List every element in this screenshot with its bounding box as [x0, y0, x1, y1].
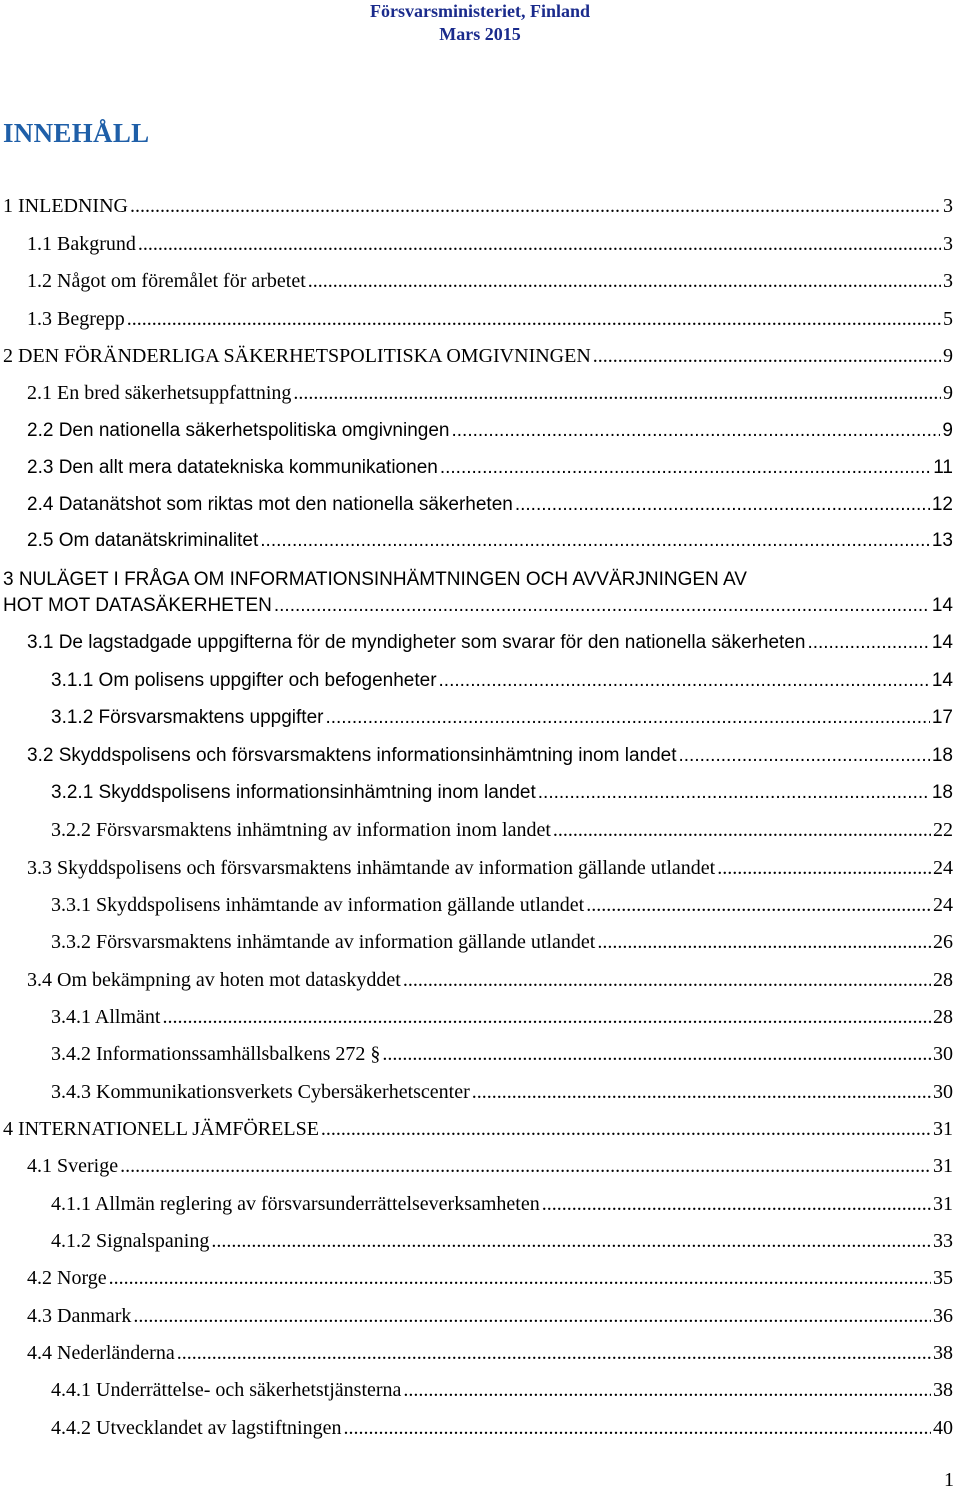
- toc-entry-label: 1.3 Begrepp: [27, 308, 125, 330]
- toc-entry[interactable]: [3, 593, 953, 619]
- toc-entry-page: 36: [933, 1305, 953, 1327]
- toc-entry[interactable]: [51, 705, 953, 731]
- toc-entry-label: 4.2 Norge: [27, 1267, 107, 1289]
- toc-leader-dots: [538, 780, 930, 806]
- toc-entry[interactable]: [51, 1377, 953, 1403]
- toc-entry-label: 3.1 De lagstadgade uppgifterna för de myndigheter som svarar för den nationella säkerheten: [27, 632, 806, 653]
- toc-entry[interactable]: [27, 231, 953, 257]
- toc-entry[interactable]: [51, 1415, 953, 1441]
- toc-entry-page: 28: [933, 969, 953, 991]
- toc-entry[interactable]: [27, 1303, 953, 1329]
- toc-leader-dots: [308, 268, 941, 294]
- toc-entry[interactable]: [27, 380, 953, 406]
- toc-entry-page: 22: [933, 819, 953, 841]
- toc-entry-label: 3.4.3 Kommunikationsverkets Cybersäkerhetscenter: [51, 1081, 470, 1103]
- toc-entry-page: 35: [933, 1267, 953, 1289]
- toc-entry-page: 14: [931, 670, 953, 691]
- toc-entry-label: 3.3.2 Försvarsmaktens inhämtande av information gällande utlandet: [51, 931, 596, 953]
- toc-leader-dots: [717, 855, 931, 881]
- toc-entry[interactable]: [51, 1041, 953, 1067]
- toc-entry[interactable]: [51, 780, 953, 806]
- toc-entry-page: 5: [943, 308, 953, 330]
- toc-entry-page: 3: [943, 195, 953, 217]
- toc-leader-dots: [553, 817, 931, 843]
- toc-entry-label: 1 INLEDNING: [3, 195, 128, 217]
- toc-entry-page: 11: [933, 457, 953, 478]
- toc-entry-page: 17: [931, 707, 953, 728]
- toc-entry-page: 18: [931, 745, 953, 766]
- toc-entry-label: HOT MOT DATASÄKERHETEN: [3, 595, 272, 616]
- toc-leader-dots: [440, 455, 931, 481]
- toc-entry-label: 4.1.1 Allmän reglering av försvarsunderrättelseverksamheten: [51, 1193, 540, 1215]
- toc-entry-page: 38: [933, 1342, 953, 1364]
- toc-leader-dots: [343, 1415, 931, 1441]
- toc-leader-dots: [274, 593, 930, 619]
- toc-leader-dots: [382, 1041, 931, 1067]
- toc-leader-dots: [321, 1116, 931, 1142]
- header-date: Mars 2015: [439, 24, 521, 44]
- toc-leader-dots: [138, 231, 941, 257]
- toc-entry-page: 31: [933, 1193, 953, 1215]
- toc-entry-label: 3.2 Skyddspolisens och försvarsmaktens informationsinhämtning inom landet: [27, 745, 677, 766]
- toc-entry-label: 2.4 Datanätshot som riktas mot den nationella säkerheten: [27, 494, 513, 515]
- toc-leader-dots: [586, 892, 931, 918]
- toc-entry-label: 2.1 En bred säkerhetsuppfattning: [27, 382, 292, 404]
- toc-entry-page: 26: [933, 931, 953, 953]
- toc-entry-label: 2.5 Om datanätskriminalitet: [27, 530, 259, 551]
- toc-entry-page: 40: [933, 1417, 953, 1439]
- toc-leader-dots: [451, 418, 940, 444]
- toc-entry-page: 31: [933, 1118, 953, 1140]
- toc-entry-page: 30: [933, 1043, 953, 1065]
- toc-entry[interactable]: [27, 1153, 953, 1179]
- toc-entry[interactable]: [27, 528, 953, 554]
- toc-entry[interactable]: [27, 967, 953, 993]
- toc-entry[interactable]: [51, 1079, 953, 1105]
- toc-entry[interactable]: [51, 1191, 953, 1217]
- toc-entry[interactable]: [51, 929, 953, 955]
- toc-entry-page: 9: [943, 345, 953, 367]
- toc-entry-label: 4.4.2 Utvecklandet av lagstiftningen: [51, 1417, 342, 1439]
- toc-entry-label: 1.1 Bakgrund: [27, 233, 136, 255]
- toc-leader-dots: [109, 1265, 931, 1291]
- toc-entry-label: 2 DEN FÖRÄNDERLIGA SÄKERHETSPOLITISKA OMGIVNINGEN: [3, 345, 591, 367]
- toc-entry-page: 33: [933, 1230, 953, 1252]
- toc-entry-label: 3.4 Om bekämpning av hoten mot dataskyddet: [27, 969, 401, 991]
- toc-entry-page: 24: [933, 894, 953, 916]
- toc-entry[interactable]: [51, 1004, 953, 1030]
- toc-entry-label: 2.3 Den allt mera datatekniska kommunikationen: [27, 457, 438, 478]
- toc-entry[interactable]: [3, 1116, 953, 1142]
- toc-entry-label: 3.2.1 Skyddspolisens informationsinhämtning inom landet: [51, 782, 536, 803]
- toc-entry-page: 24: [933, 857, 953, 879]
- toc-entry[interactable]: [51, 817, 953, 843]
- toc-entry[interactable]: [3, 193, 953, 219]
- toc-entry[interactable]: [51, 1228, 953, 1254]
- toc-entry-page: 18: [931, 782, 953, 803]
- toc-leader-dots: [403, 967, 931, 993]
- toc-entry[interactable]: [51, 668, 953, 694]
- toc-entry-label-line1[interactable]: 3 NULÄGET I FRÅGA OM INFORMATIONSINHÄMTNINGEN OCH AVVÄRJNINGEN AV: [3, 569, 747, 590]
- toc-leader-dots: [403, 1377, 931, 1403]
- toc-leader-dots: [127, 306, 941, 332]
- toc-entry-label: 4 INTERNATIONELL JÄMFÖRELSE: [3, 1118, 319, 1140]
- toc-entry[interactable]: [27, 306, 953, 332]
- toc-leader-dots: [162, 1004, 931, 1030]
- toc-entry-label: 4.4 Nederländerna: [27, 1342, 175, 1364]
- toc-entry-page: 38: [933, 1379, 953, 1401]
- toc-entry-label: 4.1.2 Signalspaning: [51, 1230, 210, 1252]
- toc-entry-page: 9: [943, 382, 953, 404]
- toc-leader-dots: [120, 1153, 931, 1179]
- toc-entry[interactable]: [27, 418, 953, 444]
- toc-entry[interactable]: [27, 1340, 953, 1366]
- toc-entry-page: 13: [931, 530, 953, 551]
- toc-entry[interactable]: [51, 892, 953, 918]
- toc-leader-dots: [293, 380, 941, 406]
- toc-leader-dots: [133, 1303, 931, 1329]
- toc-entry-page: 9: [942, 420, 953, 441]
- toc-leader-dots: [439, 668, 930, 694]
- toc-entry[interactable]: [27, 855, 953, 881]
- toc-title: INNEHÅLL: [3, 118, 150, 148]
- toc-entry-page: 3: [943, 233, 953, 255]
- toc-entry-page: 12: [931, 494, 953, 515]
- toc-leader-dots: [542, 1191, 931, 1217]
- toc-leader-dots: [807, 630, 929, 656]
- toc-leader-dots: [472, 1079, 931, 1105]
- toc-entry-label: 4.1 Sverige: [27, 1155, 119, 1177]
- toc-entry[interactable]: [27, 492, 953, 518]
- toc-entry-label: 3.3.1 Skyddspolisens inhämtande av information gällande utlandet: [51, 894, 585, 916]
- toc-entry-page: 14: [931, 632, 953, 653]
- toc-entry-label: 2.2 Den nationella säkerhetspolitiska omgivningen: [27, 420, 450, 441]
- toc-entry-page: 30: [933, 1081, 953, 1103]
- toc-entry-page: 14: [931, 595, 953, 616]
- toc-entry-label: 4.3 Danmark: [27, 1305, 132, 1327]
- toc-entry-label: 3.4.2 Informationssamhällsbalkens 272 §: [51, 1043, 381, 1065]
- toc-leader-dots: [260, 528, 930, 554]
- toc-leader-dots: [130, 193, 941, 219]
- toc-entry[interactable]: [27, 630, 953, 656]
- toc-entry-label: 3.4.1 Allmänt: [51, 1006, 161, 1028]
- header-ministry: Försvarsministeriet, Finland: [370, 1, 590, 21]
- toc-entry-page: 3: [943, 270, 953, 292]
- toc-entry[interactable]: [27, 743, 953, 769]
- toc-entry-label: 3.1.1 Om polisens uppgifter och befogenheter: [51, 670, 437, 691]
- toc-entry[interactable]: [27, 1265, 953, 1291]
- toc-entry-label: 1.2 Något om föremålet för arbetet: [27, 270, 306, 292]
- toc-entry-label: 3.3 Skyddspolisens och försvarsmaktens inhämtande av information gällande utlandet: [27, 857, 716, 879]
- toc-entry-page: 28: [933, 1006, 953, 1028]
- toc-leader-dots: [597, 929, 931, 955]
- toc-entry-label: 3.2.2 Försvarsmaktens inhämtning av information inom landet: [51, 819, 551, 841]
- toc-leader-dots: [515, 492, 930, 518]
- toc-leader-dots: [593, 343, 941, 369]
- toc-entry-page: 31: [933, 1155, 953, 1177]
- page-number: 1: [944, 1469, 954, 1491]
- toc-entry-label: 3.1.2 Försvarsmaktens uppgifter: [51, 707, 324, 728]
- toc-leader-dots: [177, 1340, 931, 1366]
- toc-entry[interactable]: [27, 455, 953, 481]
- toc-leader-dots: [211, 1228, 931, 1254]
- toc-leader-dots: [679, 743, 930, 769]
- toc-entry[interactable]: [27, 268, 953, 294]
- toc-leader-dots: [325, 705, 929, 731]
- toc-entry-label: 4.4.1 Underrättelse- och säkerhetstjänsterna: [51, 1379, 402, 1401]
- toc-entry[interactable]: [3, 343, 953, 369]
